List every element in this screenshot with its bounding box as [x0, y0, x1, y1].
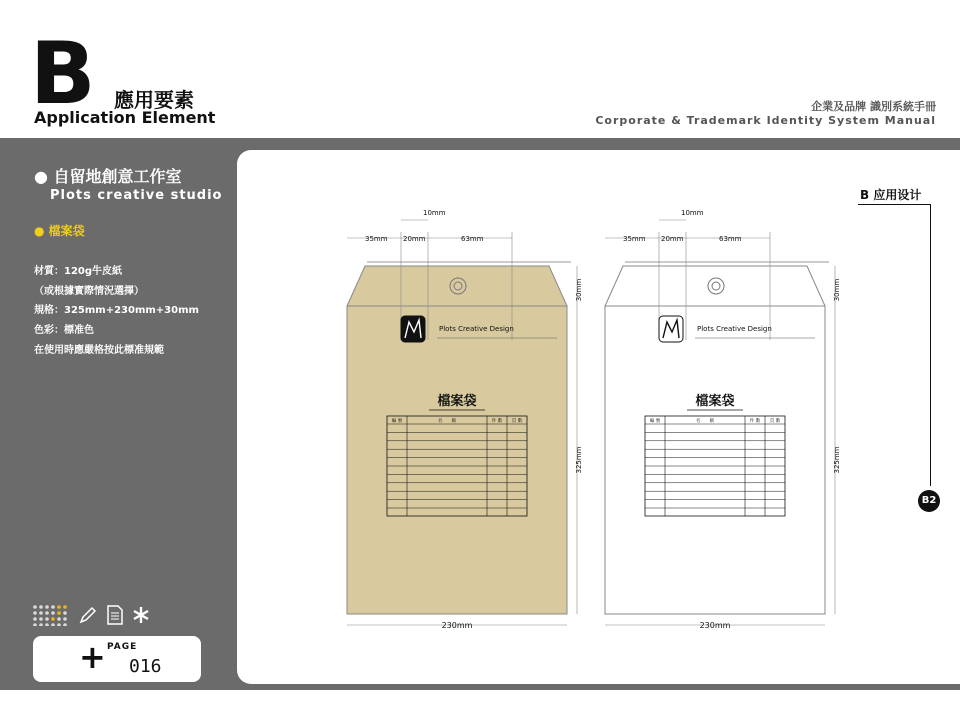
- page-label: PAGE: [107, 642, 138, 652]
- plus-icon: +: [79, 638, 106, 676]
- white-envelope-dim-63: 63mm: [719, 235, 742, 243]
- spec-note: （或根據實際情況選擇）: [34, 286, 144, 297]
- kraft-envelope-logo-text: Plots Creative Design: [439, 325, 514, 333]
- studio-name-en: Plots creative studio: [50, 188, 223, 203]
- spec-color: 色彩：標准色: [34, 325, 94, 336]
- section-letter: B: [30, 24, 92, 124]
- studio-name-cn: ● 自留地創意工作室: [34, 167, 182, 186]
- white-envelope-dim-230: 230mm: [699, 621, 731, 630]
- white-envelope-table-header-0: 編 號: [649, 419, 661, 424]
- page-title-cn: 應用要素: [114, 88, 194, 112]
- kraft-envelope-table-header-2: 件 數: [491, 419, 503, 424]
- spec-material: 材質：120g牛皮紙: [34, 266, 123, 277]
- manual-title-en: Corporate & Trademark Identity System Manual: [595, 114, 936, 127]
- kraft-envelope-dim-325: 325mm: [575, 446, 583, 474]
- white-envelope-dim-35: 35mm: [623, 235, 646, 243]
- item-label: ● 檔案袋: [34, 224, 85, 238]
- kraft-envelope-table-header-0: 編 號: [391, 419, 403, 424]
- white-envelope-table-header-3: 頁 數: [769, 419, 781, 424]
- kraft-envelope-flap: [347, 266, 567, 306]
- kraft-envelope-dim-20: 20mm: [403, 235, 426, 243]
- white-envelope-dim-20: 20mm: [661, 235, 684, 243]
- spec-size: 規格：325mm+230mm+30mm: [34, 305, 199, 316]
- kraft-envelope-form-title: 檔案袋: [437, 394, 477, 409]
- kraft-envelope-dim-10: 10mm: [423, 209, 446, 217]
- white-envelope-table-header-1: 名 稱: [696, 419, 714, 424]
- kraft-envelope-dim-30: 30mm: [575, 278, 583, 302]
- white-envelope-form-title: 檔案袋: [695, 394, 735, 409]
- manual-title-cn: 企業及品牌 識別系統手冊: [811, 100, 936, 113]
- spec-usage: 在使用時應嚴格按此標准規範: [34, 345, 164, 356]
- kraft-envelope-dim-230: 230mm: [441, 621, 473, 630]
- kraft-envelope-table-header-1: 名 稱: [438, 419, 456, 424]
- kraft-envelope-dim-63: 63mm: [461, 235, 484, 243]
- white-envelope-logo-text: Plots Creative Design: [697, 325, 772, 333]
- white-envelope-body: [605, 306, 825, 614]
- white-envelope: [605, 209, 841, 630]
- kraft-envelope-dim-35: 35mm: [365, 235, 388, 243]
- white-envelope-dim-30: 30mm: [833, 278, 841, 302]
- section-label: B 应用设计: [860, 188, 922, 202]
- kraft-envelope: [347, 209, 583, 630]
- kraft-envelope-table-header-3: 頁 數: [511, 419, 523, 424]
- white-envelope-dim-325: 325mm: [833, 446, 841, 474]
- page-number: 016: [129, 656, 162, 677]
- white-envelope-dim-10: 10mm: [681, 209, 704, 217]
- white-envelope-table-header-2: 件 數: [749, 419, 761, 424]
- section-badge: B2: [918, 490, 940, 512]
- white-envelope-flap: [605, 266, 825, 306]
- kraft-envelope-body: [347, 306, 567, 614]
- page-title-en: Application Element: [34, 108, 216, 127]
